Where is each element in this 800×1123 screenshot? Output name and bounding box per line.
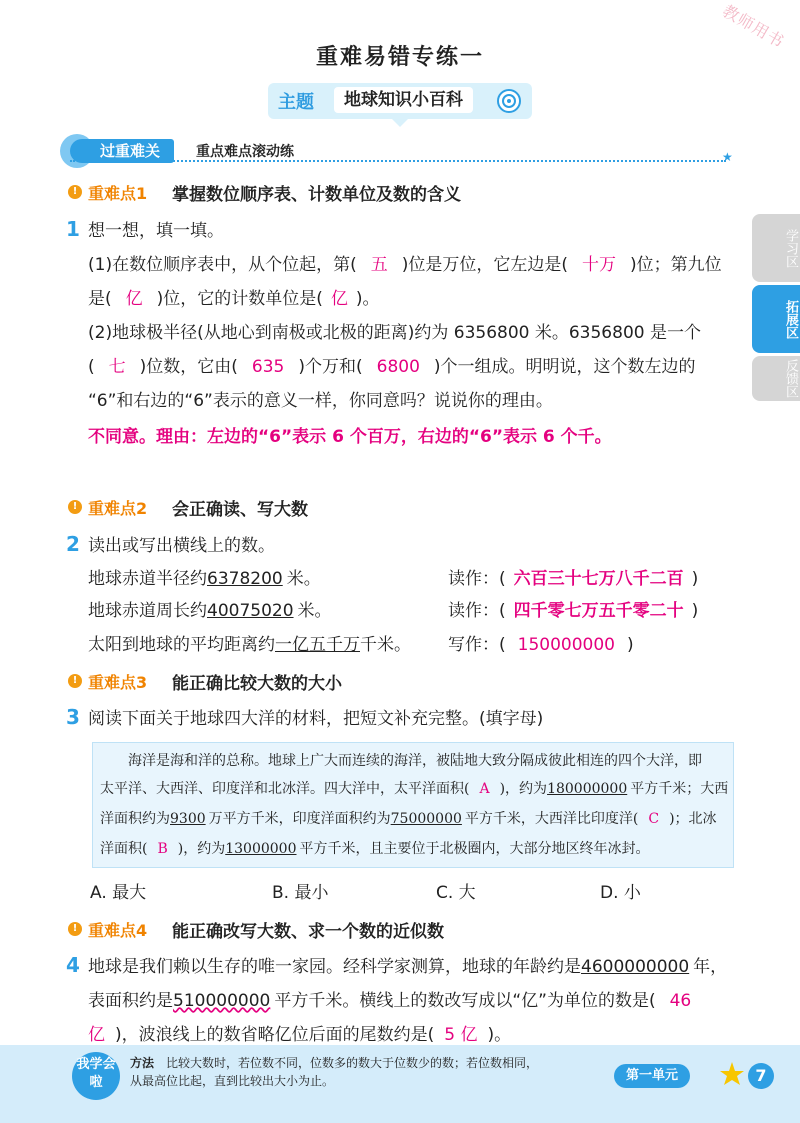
question-number: 4 bbox=[66, 953, 80, 977]
option-c: C. 大 bbox=[436, 883, 476, 903]
q4-line1: 地球是我们赖以生存的唯一家园。经科学家测算，地球的年龄约是4600000000 年， bbox=[88, 957, 728, 977]
answer-blank: 十万 bbox=[581, 255, 616, 275]
q1-part2-line1: (2)地球极半径(从地心到南极或北极的距离)约为 6356800 米。6356800 是一个 bbox=[88, 323, 701, 343]
keypoint-icon: ! bbox=[68, 674, 82, 688]
keypoint-icon: ! bbox=[68, 922, 82, 936]
q1-answer: 不同意。理由：左边的“6”表示 6 个百万，右边的“6”表示 6 个千。 bbox=[88, 427, 612, 447]
keypoint-label: 重难点1 bbox=[88, 184, 148, 203]
question-number: 1 bbox=[66, 217, 80, 241]
keypoint-icon: ! bbox=[68, 500, 82, 514]
keypoint-icon: ! bbox=[68, 185, 82, 199]
q4-line3: 亿 )，波浪线上的数省略亿位后面的尾数约是( 5 亿 )。 bbox=[88, 1025, 512, 1045]
section-subtitle: 重点难点滚动练 bbox=[196, 144, 294, 160]
passage-line: 洋面积( B )，约为13000000 平方千米，且主要位于北极圈内，大部分地区终年冰封。 bbox=[100, 841, 650, 857]
tab-study-area[interactable]: 学习区 bbox=[752, 214, 800, 282]
keypoint-label: 重难点2 bbox=[88, 499, 148, 518]
learned-badge: 我学会啦 bbox=[72, 1052, 120, 1100]
stamp-text: 教师用书 bbox=[719, 1, 788, 52]
star-mascot-icon bbox=[718, 1060, 746, 1092]
q2-row1-answer: 读作：( 六百三十七万八千二百 ) bbox=[448, 569, 699, 589]
q1-part1-line2: 是( 亿 )位，它的计数单位是( 亿 )。 bbox=[88, 289, 380, 309]
keypoint-text: 能正确比较大数的大小 bbox=[172, 674, 342, 694]
answer-blank: 亿 bbox=[125, 289, 143, 309]
page-title: 重难易错专练一 bbox=[315, 45, 484, 70]
answer-blank: 七 bbox=[108, 357, 126, 377]
target-icon bbox=[496, 88, 522, 118]
question-number: 2 bbox=[66, 532, 80, 556]
method-label: 方法 bbox=[130, 1056, 155, 1070]
keypoint-text: 会正确读、写大数 bbox=[172, 500, 308, 520]
answer-blank: 6800 bbox=[376, 357, 420, 377]
section-divider bbox=[70, 160, 726, 162]
method-text: 比较大数时，若位数不同，位数多的数大于位数少的数；若位数相同， bbox=[166, 1056, 539, 1070]
answer-blank: 亿 bbox=[330, 289, 348, 309]
q2-row2-answer: 读作：( 四千零七万五千零二十 ) bbox=[448, 601, 699, 621]
passage-line: 海洋是海和洋的总称。地球上广大而连续的海洋，被陆地大致分隔成彼此相连的四个大洋，即 bbox=[128, 753, 702, 769]
question-stem: 阅读下面关于地球四大洋的材料，把短文补充完整。(填字母) bbox=[88, 709, 544, 729]
question-stem: 读出或写出横线上的数。 bbox=[88, 536, 275, 556]
tab-extension-area[interactable]: 拓展区 bbox=[752, 285, 800, 353]
theme-label: 主题 bbox=[278, 92, 314, 113]
theme-text: 地球知识小百科 bbox=[334, 87, 473, 113]
method-text: 从最高位比起，直到比较出大小为止。 bbox=[130, 1074, 335, 1088]
question-stem: 想一想，填一填。 bbox=[88, 221, 224, 241]
theme-pointer bbox=[392, 119, 408, 127]
passage-line: 太平洋、大西洋、印度洋和北冰洋。四大洋中，太平洋面积( A )，约为180000000 平方千米；大西 bbox=[100, 781, 729, 797]
keypoint-label: 重难点4 bbox=[88, 921, 148, 940]
passage-line: 洋面积约为9300 万平方千米，印度洋面积约为75000000 平方千米，大西洋比印度洋( C )；北冰 bbox=[100, 811, 717, 827]
page-number: 7 bbox=[748, 1063, 774, 1089]
q2-row3: 太阳到地球的平均距离约一亿五千万千米。 bbox=[88, 635, 411, 655]
q1-part2-line2: ( 七 )位数，它由( 635 )个万和( 6800 )个一组成。明明说，这个数左边的 bbox=[88, 357, 696, 377]
answer-blank: 五 bbox=[370, 255, 388, 275]
question-number: 3 bbox=[66, 705, 80, 729]
section-banner: 过重难关 bbox=[70, 139, 174, 163]
keypoint-text: 掌握数位顺序表、计数单位及数的含义 bbox=[172, 185, 461, 205]
q1-part2-line3: “6”和右边的“6”表示的意义一样，你同意吗？说说你的理由。 bbox=[88, 391, 553, 411]
q4-line2: 表面积约是510000000 平方千米。横线上的数改写成以“亿”为单位的数是( 46 bbox=[88, 991, 692, 1011]
option-a: A. 最大 bbox=[90, 883, 147, 903]
q2-row3-answer: 写作：( 150000000 ) bbox=[448, 635, 634, 655]
option-b: B. 最小 bbox=[272, 883, 329, 903]
option-d: D. 小 bbox=[600, 883, 641, 903]
q2-row1: 地球赤道半径约6378200 米。 bbox=[88, 569, 321, 589]
keypoint-label: 重难点3 bbox=[88, 673, 148, 692]
unit-label: 第一单元 bbox=[614, 1064, 690, 1088]
keypoint-text: 能正确改写大数、求一个数的近似数 bbox=[172, 922, 444, 942]
q1-part1-line1: (1)在数位顺序表中，从个位起，第( 五 )位是万位，它左边是( 十万 )位；第九位 bbox=[88, 255, 722, 275]
star-icon: ★ bbox=[722, 150, 733, 164]
tab-feedback-area[interactable]: 反馈区 bbox=[752, 356, 800, 401]
answer-blank: 635 bbox=[251, 357, 285, 377]
method-box bbox=[130, 1054, 600, 1096]
q2-row2: 地球赤道周长约40075020 米。 bbox=[88, 601, 332, 621]
